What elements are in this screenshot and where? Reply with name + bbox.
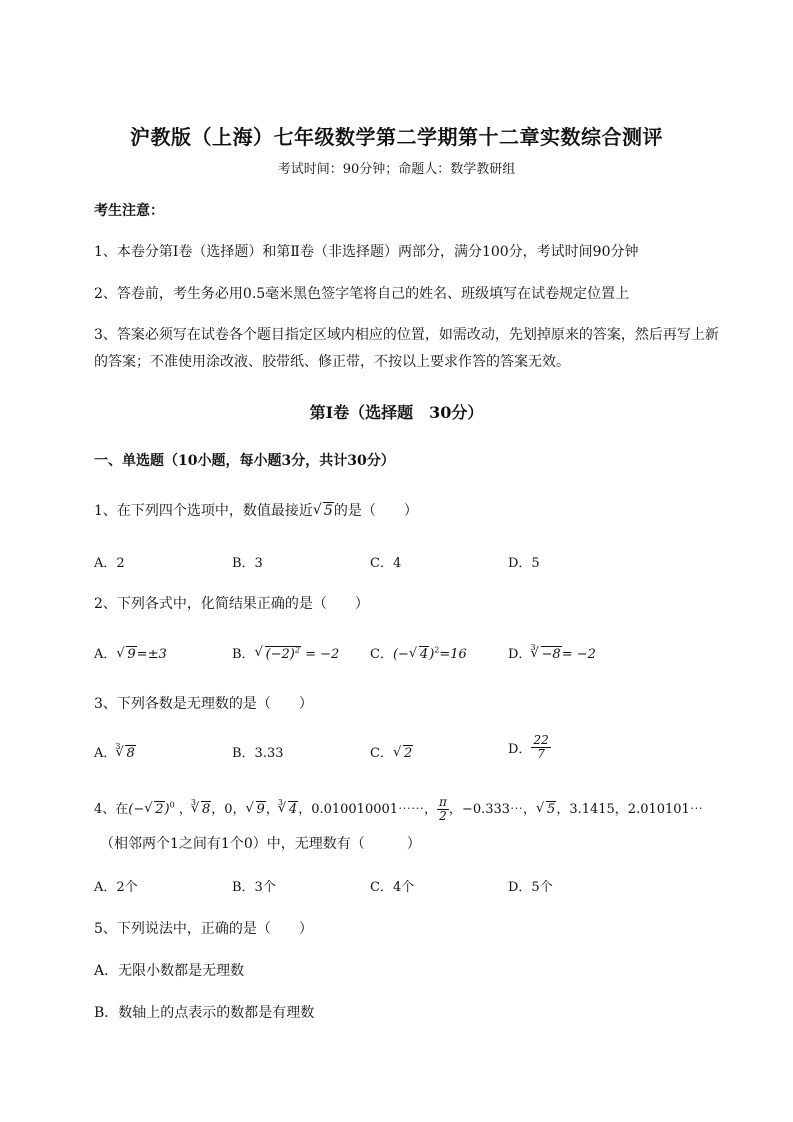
q2-option-c: C．(−√ 4)$^2$=16 <box>370 643 467 662</box>
sqrt-expression: √ 5 <box>313 503 334 519</box>
part-heading: 一、单选题（10小题，每小题3分，共计30分） <box>94 453 395 469</box>
q1-option-b: B．3 <box>232 556 263 571</box>
question-1 <box>94 500 418 520</box>
section-title: 第I卷（选择题 30分） <box>309 403 484 422</box>
q2-option-d: D．$^3$√ −8= −2 <box>508 643 596 662</box>
question-3: 3、下列各数是无理数的是（ ） <box>94 696 313 712</box>
q1-stem-before: 1、在下列四个选项中，数值最接近 <box>94 503 313 519</box>
notice-heading: 考生注意： <box>94 203 164 219</box>
q5-option-b: B．数轴上的点表示的数都是有理数 <box>94 1005 315 1021</box>
notice-item-3: 3、答案必须写在试卷各个题目指定区域内相应的位置，如需改动，先划掉原来的答案，然后再写上新 <box>94 327 719 343</box>
q1-option-a: A．2 <box>94 556 125 571</box>
q4-option-b: B．3个 <box>232 880 276 895</box>
q3-option-b: B．3.33 <box>232 746 284 761</box>
q5-option-a: A．无限小数都是无理数 <box>94 963 245 979</box>
question-5: 5、下列说法中，正确的是（ ） <box>94 921 313 937</box>
q3-option-a: A．$^3$√ 8 <box>94 742 136 761</box>
page-title: 沪教版（上海）七年级数学第二学期第十二章实数综合测评 <box>130 125 663 149</box>
notice-item-1: 1、本卷分第I卷（选择题）和第Ⅱ卷（非选择题）两部分，满分100分，考试时间90分钟 <box>94 244 639 260</box>
q1-stem-after: 的是（ ） <box>333 503 418 519</box>
q1-option-d: D．5 <box>508 556 540 571</box>
exam-info: 考试时间：90分钟；命题人：数学教研组 <box>277 162 516 177</box>
question-4: 4、在(−√ 2)$^0$ ，$^3$√ 8，0，√ 9，$^3$√ 4，0.010010001⋯⋯， $\frac{\pi}{2}$ ，−0.333⋯，√ 5，3.1415，2.010101⋯ <box>94 796 703 823</box>
q3-option-c: C．√ 2 <box>370 742 413 761</box>
question-4-line-2: （相邻两个1之间有1个0）中，无理数有（ ） <box>100 836 421 852</box>
notice-item-3-cont: 的答案；不准使用涂改液、胶带纸、修正带，不按以上要求作答的答案无效。 <box>94 354 570 370</box>
q1-option-c: C．4 <box>370 556 402 571</box>
q2-option-a: A．√ 9=±3 <box>94 643 167 662</box>
question-2: 2、下列各式中，化简结果正确的是（ ） <box>94 596 369 612</box>
q4-option-c: C．4个 <box>370 880 415 895</box>
notice-item-2: 2、答卷前，考生务必用0.5毫米黑色签字笔将自己的姓名、班级填写在试卷规定位置上 <box>94 286 630 302</box>
q2-option-b: B．√ $(-2)^2 = -2$ <box>232 643 339 662</box>
q4-option-a: A．2个 <box>94 880 138 895</box>
q4-option-d: D．5个 <box>508 880 553 895</box>
q3-option-d: D． $\frac{22}{7}$ <box>508 733 549 761</box>
